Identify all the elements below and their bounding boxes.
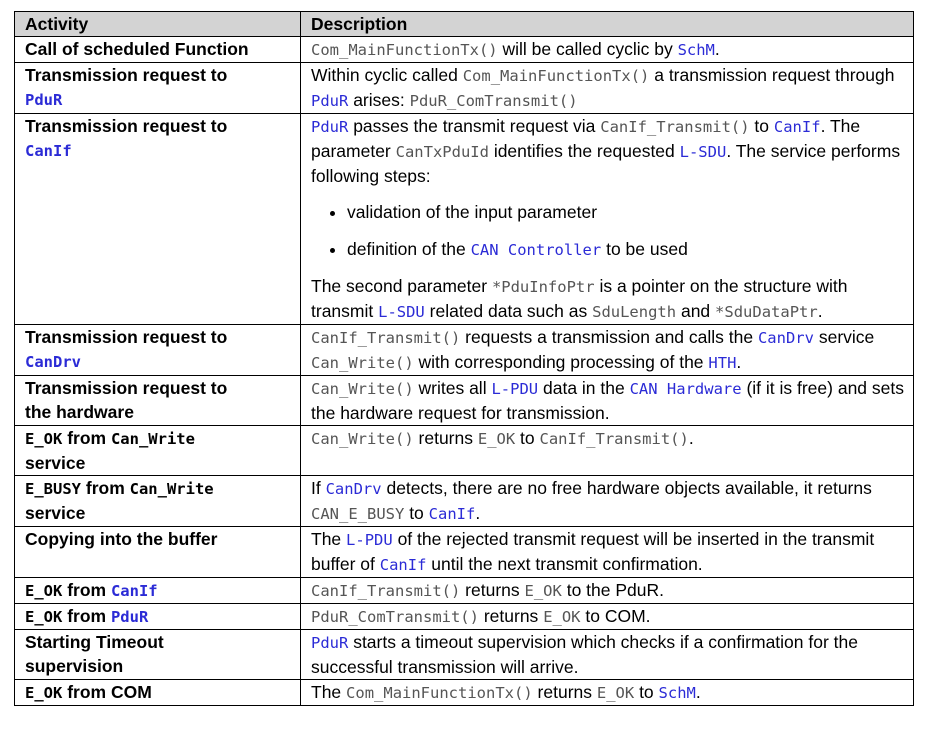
code-term: SchM [677,41,715,59]
text-segment: related data such as [424,301,593,321]
text-segment: is a pointer on the structure with transmit [311,276,848,321]
code-term: CanDrv [25,353,81,371]
text-segment: returns [413,428,478,448]
text-segment: writes all [413,378,492,398]
code-term: PduR [25,91,63,109]
text-segment: a transmission request through [649,65,895,85]
code-term: E_OK [25,608,63,626]
code-term: CanIf_Transmit() [311,582,461,600]
table-row [15,476,914,527]
text-segment: returns [478,606,544,626]
text-segment: service [813,327,875,347]
activity-cell [15,527,301,578]
text-segment: to [404,503,429,523]
text-segment: . [695,682,701,702]
description-cell [301,578,914,604]
text-segment: . [817,301,823,321]
text-segment: . The service performs following steps: [311,141,901,186]
activity-cell [15,114,301,325]
text-segment: requests a transmission and calls the [460,327,758,347]
code-term: CanIf [428,505,476,523]
code-term: CanIf_Transmit() [311,329,461,347]
table-row [15,527,914,578]
description-cell [301,604,914,630]
text-segment: service [25,453,86,473]
text-segment: Transmission request to [25,327,228,347]
description-cell [301,376,914,426]
text-segment: to be used [601,239,688,259]
code-term: CanDrv [325,480,382,498]
code-term: PduR [311,634,349,652]
code-term: CanIf [25,142,72,160]
code-term: PduR_ComTransmit() [409,92,578,110]
code-term: SchM [658,684,696,702]
code-term: E_BUSY [25,480,81,498]
text-segment: . [714,39,720,59]
table-row [15,114,914,325]
text-segment: (if it is free) and sets the hardware request for transmission. [311,378,904,423]
list-item [347,200,913,224]
code-term: Can_Write() [311,354,414,372]
text-segment: Call of scheduled Function [25,39,249,59]
code-term: E_OK [596,684,635,702]
description-cell [301,630,914,680]
description-cell [301,114,914,325]
code-term: E_OK [524,582,562,600]
text-segment: Transmission request to [25,378,228,398]
text-segment: the hardware [25,402,134,422]
table-row [15,37,914,63]
text-segment: to [634,682,659,702]
code-term: E_OK [543,608,581,626]
code-term: Can_Write() [311,430,414,448]
activity-cell [15,325,301,376]
activity-cell [15,578,301,604]
text-segment: to [749,116,774,136]
description-cell [301,63,914,114]
description-cell [301,325,914,376]
text-segment: . [475,503,481,523]
code-term: CanDrv [757,329,814,347]
code-term: E_OK [25,684,63,702]
text-segment: If [311,478,326,498]
text-segment: from [81,478,130,498]
activity-cell [15,604,301,630]
code-term: E_OK [25,430,63,448]
code-term: CAN Controller [470,241,602,259]
text-segment: to COM. [580,606,651,626]
table-row [15,63,914,114]
text-segment: from [62,428,111,448]
table-row [15,604,914,630]
code-term: *SduDataPtr [715,303,818,321]
code-term: Com_MainFunctionTx() [311,41,498,59]
activity-column-header: Activity [15,12,301,37]
code-term: *PduInfoPtr [491,278,595,296]
code-term: CanIf [379,556,427,574]
code-term: CanIf [773,118,821,136]
text-segment: . [736,352,742,372]
text-segment: Within cyclic called [311,65,463,85]
code-term: L-SDU [378,303,425,321]
table-row [15,578,914,604]
code-term: CanIf_Transmit() [600,118,750,136]
description-paragraph [311,274,913,324]
text-segment: Transmission request to [25,65,228,85]
activity-cell [15,426,301,476]
text-segment: The second parameter [311,276,492,296]
table-body [15,37,914,706]
text-segment: passes the transmit request via [348,116,601,136]
text-segment: with corresponding processing of the [413,352,709,372]
activity-cell [15,376,301,426]
description-cell [301,426,914,476]
code-term: E_OK [477,430,516,448]
text-segment: Copying into the buffer [25,529,218,549]
description-cell [301,476,914,527]
code-term: Com_MainFunctionTx() [346,684,533,702]
code-term: L-PDU [491,380,539,398]
text-segment: and [676,301,716,321]
activity-cell [15,680,301,706]
steps-list [311,200,913,262]
text-segment: from [62,606,111,626]
description-cell [301,680,914,706]
text-segment: from [62,580,111,600]
code-term: CAN Hardware [629,380,742,398]
code-term: E_OK [25,582,63,600]
text-segment: . The parameter [311,116,861,161]
text-segment: detects, there are no free hardware objects available, it returns [381,478,872,498]
text-segment: until the next transmit confirmation. [426,554,703,574]
text-segment: supervision [25,656,124,676]
list-item [347,237,913,262]
activity-cell [15,476,301,527]
code-term: CanIf_Transmit() [539,430,689,448]
table-row [15,680,914,706]
table-row [15,376,914,426]
table-row [15,426,914,476]
text-segment: . [688,428,694,448]
text-segment: validation of the input parameter [347,202,598,222]
code-term: L-PDU [346,531,393,549]
code-term: Can_Write() [311,380,414,398]
code-term: Can_Write [129,480,214,498]
activity-cell [15,37,301,63]
text-segment: Starting Timeout [25,632,164,652]
text-segment: will be called cyclic by [497,39,678,59]
code-term: SduLength [592,303,677,321]
table-row [15,630,914,680]
text-segment: Transmission request to [25,116,228,136]
code-term: CAN_E_BUSY [311,505,405,523]
activity-table [14,11,914,706]
text-segment: returns [532,682,597,702]
description-cell [301,37,914,63]
code-term: Can_Write [110,430,195,448]
code-term: CanIf [110,582,158,600]
text-segment: from COM [62,682,152,702]
code-term: HTH [708,354,737,372]
text-segment: of the rejected transmit request will be inserted in the transmit buffer of [311,529,875,574]
activity-cell [15,63,301,114]
text-segment: arises: [348,90,410,110]
text-segment: definition of the [347,239,471,259]
code-term: CanTxPduId [395,143,489,161]
code-term: PduR [311,118,349,136]
description-column-header: Description [301,12,914,37]
text-segment: starts a timeout supervision which checks if a confirmation for the successful transmission will arrive. [311,632,858,677]
text-segment: identifies the requested [488,141,680,161]
code-term: PduR_ComTransmit() [311,608,479,626]
description-paragraph [311,114,913,188]
text-segment: The [311,529,347,549]
code-term: PduR [110,608,149,626]
table-row [15,325,914,376]
table-header-row [15,12,914,37]
code-term: PduR [311,92,349,110]
text-segment: to [515,428,540,448]
code-term: L-SDU [679,143,727,161]
text-segment: returns [460,580,525,600]
description-cell [301,527,914,578]
text-segment: The [311,682,347,702]
text-segment: service [25,503,86,523]
text-segment: data in the [538,378,630,398]
code-term: Com_MainFunctionTx() [462,67,650,85]
activity-cell [15,630,301,680]
text-segment: to the PduR. [561,580,664,600]
